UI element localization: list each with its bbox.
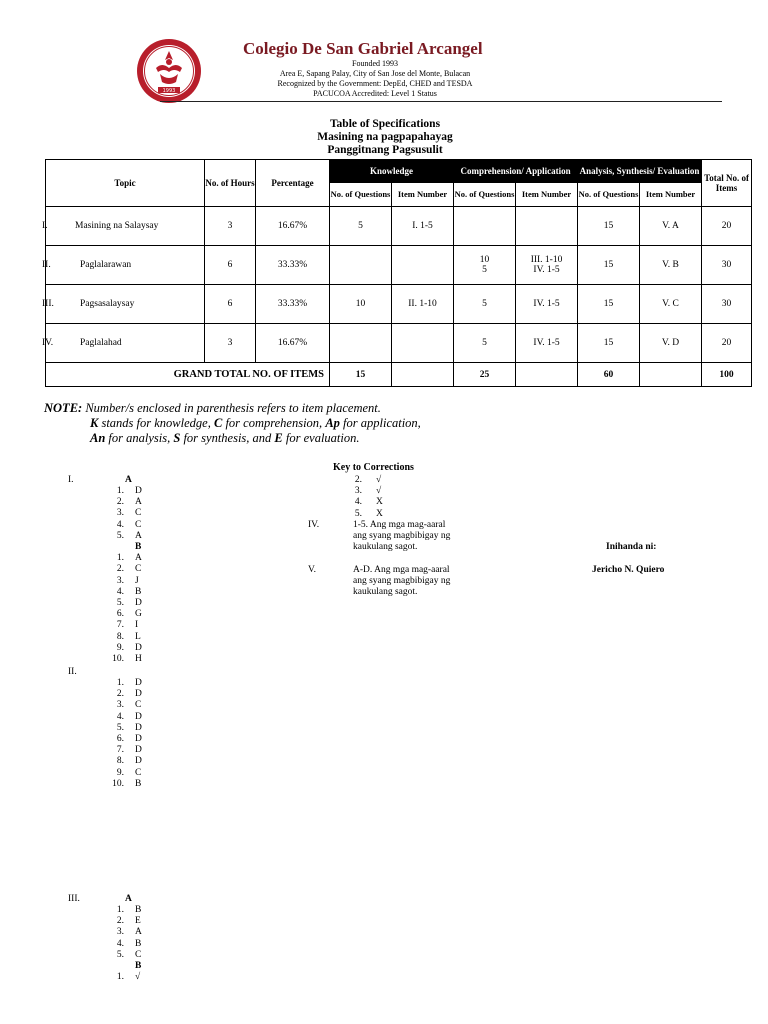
- part-label: B: [135, 961, 142, 971]
- comprehension-item-cell: IV. 1-5: [516, 324, 578, 363]
- part-label: B: [135, 542, 142, 552]
- answer-number: 5.: [116, 722, 124, 733]
- empty-cell: [640, 363, 702, 387]
- answer-letter: A: [135, 497, 142, 508]
- subheader-questions: No. of Questions: [330, 183, 392, 207]
- answer-number: 10.: [112, 654, 124, 664]
- hours-cell: 3: [205, 324, 256, 363]
- topic-cell: III. Pagsasalaysay: [46, 285, 205, 324]
- answer-number: 5.: [354, 508, 362, 519]
- answer-letter: A: [135, 927, 142, 938]
- answer-number: 9.: [116, 767, 124, 778]
- answer-letter: D: [135, 598, 142, 608]
- answer-text: ang syang magbibigay ng: [353, 576, 451, 587]
- subheader-item: Item Number: [392, 183, 454, 207]
- answer-number: 1.: [116, 486, 124, 496]
- answer-letter: C: [135, 700, 142, 711]
- comprehension-item-cell: [516, 207, 578, 246]
- answer-number: 7.: [116, 620, 124, 631]
- percentage-cell: 16.67%: [256, 207, 330, 246]
- knowledge-item-cell: II. 1-10: [392, 285, 454, 324]
- prepared-by-label: Inihanda ni:: [606, 542, 657, 552]
- header-analysis: Analysis, Synthesis/ Evaluation: [578, 160, 702, 183]
- section-label: V.: [308, 565, 317, 575]
- exam-title: Panggitnang Pagsusulit: [327, 144, 443, 156]
- hours-cell: 3: [205, 207, 256, 246]
- answer-number: 5.: [116, 949, 124, 960]
- answer-number: 7.: [116, 745, 124, 756]
- answer-letter: C: [135, 767, 142, 778]
- answer-number: 9.: [116, 642, 124, 653]
- comprehension-item-cell: IV. 1-5: [516, 285, 578, 324]
- answer-letter: B: [135, 778, 142, 789]
- grand-total-comprehension: 25: [454, 363, 516, 387]
- total-cell: 20: [702, 324, 752, 363]
- grand-total-label: GRAND TOTAL NO. OF ITEMS: [46, 363, 330, 387]
- section-label: III.: [68, 894, 80, 904]
- knowledge-questions-cell: [330, 324, 392, 363]
- analysis-item-cell: V. C: [640, 285, 702, 324]
- total-cell: 30: [702, 285, 752, 324]
- section-label: IV.: [308, 520, 320, 530]
- specification-table: [42, 159, 752, 387]
- subject-title: Masining na pagpapahayag: [317, 131, 453, 143]
- header-percentage: Percentage: [256, 160, 330, 207]
- answer-letter: I: [135, 620, 139, 631]
- knowledge-questions-cell: [330, 246, 392, 285]
- answer-number: 1.: [116, 553, 124, 564]
- knowledge-item-cell: [392, 324, 454, 363]
- percentage-cell: 33.33%: [256, 246, 330, 285]
- answer-letter: D: [135, 722, 142, 733]
- topic-cell: IV. Paglalahad: [46, 324, 205, 363]
- table-row: [46, 246, 752, 285]
- answer-text: A-D. Ang mga mag-aaral: [353, 565, 450, 575]
- answer-letter: L: [135, 631, 141, 642]
- answer-letter: E: [135, 916, 141, 927]
- header-topic: Topic: [46, 160, 205, 207]
- answer-letter: A: [135, 553, 142, 564]
- answer-number: 4.: [354, 497, 362, 508]
- answer-letter: B: [135, 586, 142, 597]
- answer-number: 2.: [116, 916, 124, 927]
- answer-number: 4.: [116, 938, 124, 949]
- answer-letter: D: [135, 756, 142, 767]
- note-line-3: An for analysis, S for synthesis, and E for evaluation.: [90, 431, 360, 445]
- answer-number: 3.: [116, 927, 124, 938]
- answer-letter: X: [376, 508, 383, 519]
- topic-cell: I. Masining na Salaysay: [46, 207, 205, 246]
- answer-number: 10.: [112, 778, 124, 789]
- knowledge-item-cell: I. 1-5: [392, 207, 454, 246]
- total-cell: 20: [702, 207, 752, 246]
- answer-letter: D: [135, 745, 142, 756]
- answer-letter: H: [135, 654, 142, 664]
- answer-number: 1.: [116, 678, 124, 688]
- note-line-2: K stands for knowledge, C for comprehension, Ap for application,: [90, 416, 421, 430]
- analysis-questions-cell: 15: [578, 285, 640, 324]
- answer-number: 4.: [116, 519, 124, 530]
- answer-letter: D: [135, 689, 142, 700]
- header-comprehension: Comprehension/ Application: [454, 160, 578, 183]
- total-cell: 30: [702, 246, 752, 285]
- answer-number: 1.: [116, 905, 124, 915]
- answer-number: 2.: [116, 497, 124, 508]
- answer-number: 8.: [116, 756, 124, 767]
- recognition-line: Recognized by the Government: DepEd, CHED and TESDA: [277, 79, 473, 88]
- answer-letter: D: [135, 678, 142, 688]
- comprehension-item-cell: III. 1-10 IV. 1-5: [516, 246, 578, 285]
- section-label: I.: [68, 475, 74, 485]
- comprehension-questions-cell: [454, 207, 516, 246]
- topic-cell: II. Paglalarawan: [46, 246, 205, 285]
- accreditation-line: PACUCOA Accredited: Level 1 Status: [313, 89, 437, 98]
- answer-number: 3.: [116, 508, 124, 519]
- comprehension-questions-cell: 5: [454, 285, 516, 324]
- empty-cell: [392, 363, 454, 387]
- header-rule: [160, 101, 722, 102]
- analysis-item-cell: V. A: [640, 207, 702, 246]
- header-hours: No. of Hours: [205, 160, 256, 207]
- table-row: [46, 285, 752, 324]
- answer-letter: D: [135, 642, 142, 653]
- answer-letter: G: [135, 609, 142, 620]
- answer-letter: √: [376, 486, 382, 497]
- answer-letter: C: [135, 564, 142, 575]
- table-row: [46, 207, 752, 246]
- note-line-1: NOTE: Number/s enclosed in parenthesis refers to item placement.: [44, 401, 381, 415]
- analysis-questions-cell: 15: [578, 324, 640, 363]
- table-row: [46, 324, 752, 363]
- answer-text: ang syang magbibigay ng: [353, 531, 451, 542]
- percentage-cell: 33.33%: [256, 285, 330, 324]
- answer-number: 6.: [116, 734, 124, 744]
- percentage-cell: 16.67%: [256, 324, 330, 363]
- answer-number: 1.: [116, 972, 124, 983]
- answer-number: 5.: [116, 530, 124, 541]
- answer-text: 1-5. Ang mga mag-aaral: [353, 520, 446, 530]
- answer-letter: C: [135, 949, 142, 960]
- answer-letter: B: [135, 938, 142, 949]
- part-label: A: [125, 475, 132, 485]
- knowledge-questions-cell: 5: [330, 207, 392, 246]
- doc-title: Table of Specifications: [329, 118, 441, 130]
- analysis-item-cell: V. B: [640, 246, 702, 285]
- answer-number: 2.: [116, 689, 124, 700]
- answer-letter: A: [135, 530, 142, 541]
- hours-cell: 6: [205, 246, 256, 285]
- answer-text: kaukulang sagot.: [353, 587, 418, 598]
- key-title: Key to Corrections: [333, 462, 414, 473]
- founded-line: Founded 1993: [352, 59, 398, 68]
- answer-letter: √: [376, 475, 382, 485]
- header-knowledge: Knowledge: [330, 160, 454, 183]
- answer-number: 4.: [116, 711, 124, 722]
- analysis-questions-cell: 15: [578, 246, 640, 285]
- grand-total-items: 100: [702, 363, 752, 387]
- answer-number: 6.: [116, 609, 124, 620]
- answer-text: kaukulang sagot.: [353, 542, 418, 553]
- school-name: Colegio De San Gabriel Arcangel: [243, 39, 483, 58]
- part-label: A: [125, 894, 132, 904]
- analysis-item-cell: V. D: [640, 324, 702, 363]
- answer-letter: D: [135, 486, 142, 496]
- grand-total-row: [46, 363, 752, 387]
- svg-text:1993: 1993: [162, 88, 176, 94]
- answer-number: 8.: [116, 631, 124, 642]
- subheader-questions: No. of Questions: [578, 183, 640, 207]
- answer-letter: B: [135, 905, 142, 915]
- address-line: Area E, Sapang Palay, City of San Jose del Monte, Bulacan: [279, 69, 471, 78]
- answer-number: 3.: [116, 575, 124, 586]
- subheader-item: Item Number: [516, 183, 578, 207]
- comprehension-questions-cell: 5: [454, 324, 516, 363]
- answer-letter: √: [135, 972, 141, 983]
- subheader-questions: No. of Questions: [454, 183, 516, 207]
- empty-cell: [516, 363, 578, 387]
- header-total: Total No. of Items: [702, 160, 752, 207]
- answer-letter: C: [135, 519, 142, 530]
- answer-letter: D: [135, 711, 142, 722]
- answer-number: 2.: [116, 564, 124, 575]
- answer-number: 5.: [116, 598, 124, 608]
- preparer-name: Jericho N. Quiero: [592, 565, 665, 575]
- answer-letter: D: [135, 734, 142, 744]
- answer-letter: J: [135, 575, 139, 586]
- answer-number: 4.: [116, 586, 124, 597]
- answer-number: 3.: [354, 486, 362, 497]
- knowledge-questions-cell: 10: [330, 285, 392, 324]
- answer-letter: C: [135, 508, 142, 519]
- grand-total-knowledge: 15: [330, 363, 392, 387]
- section-label: II.: [68, 667, 77, 677]
- analysis-questions-cell: 15: [578, 207, 640, 246]
- answer-number: 2.: [354, 475, 362, 485]
- answer-letter: X: [376, 497, 383, 508]
- subheader-item: Item Number: [640, 183, 702, 207]
- comprehension-questions-cell: 10 5: [454, 246, 516, 285]
- hours-cell: 6: [205, 285, 256, 324]
- grand-total-analysis: 60: [578, 363, 640, 387]
- answer-number: 3.: [116, 700, 124, 711]
- knowledge-item-cell: [392, 246, 454, 285]
